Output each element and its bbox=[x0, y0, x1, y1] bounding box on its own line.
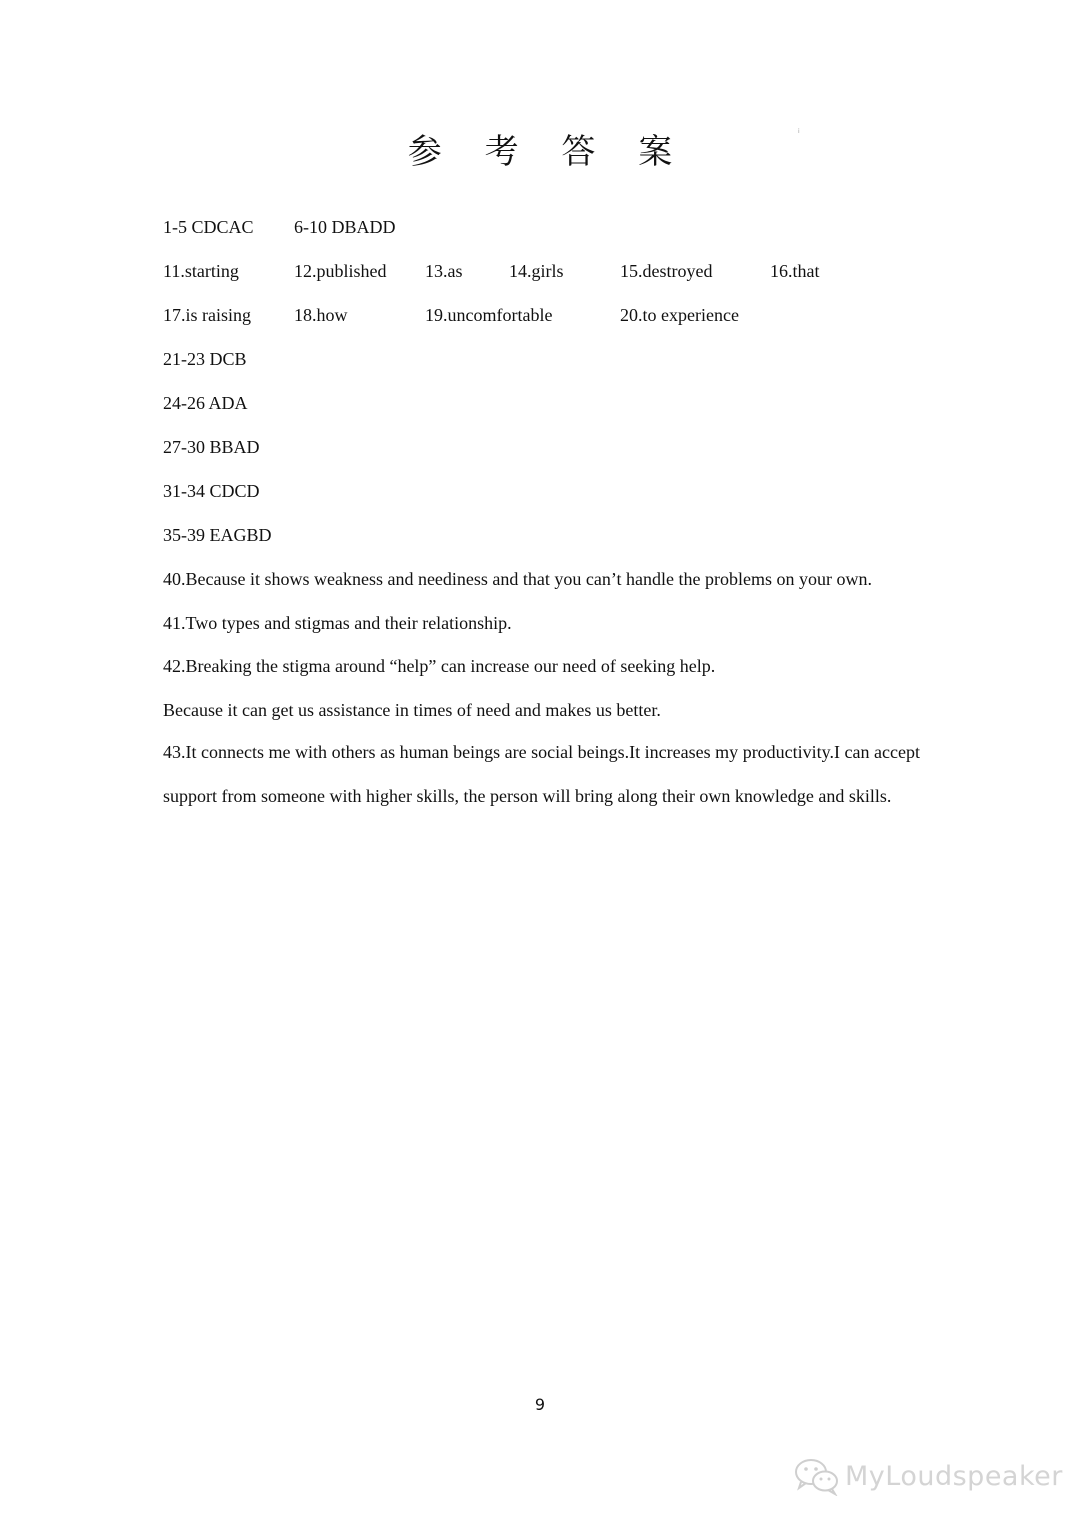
answer-35-39: 35-39 EAGBD bbox=[163, 525, 272, 545]
answer-row-11-16 bbox=[163, 259, 923, 283]
answer-42: 42.Breaking the stigma around “help” can increase our need of seeking help. bbox=[163, 656, 716, 676]
answer-13: 13.as bbox=[425, 261, 463, 281]
watermark-text: MyLoudspeaker bbox=[845, 1460, 1063, 1492]
answer-11: 11.starting bbox=[163, 261, 239, 281]
answer-41: 41.Two types and stigmas and their relationship. bbox=[163, 613, 512, 633]
answer-43: 43.It connects me with others as human beings are social beings.It increases my productivity.I can accept support from someone with higher skills, the person will bring along their own knowledge and skills. bbox=[163, 742, 920, 806]
answer-18: 18.how bbox=[294, 305, 348, 325]
answer-20: 20.to experience bbox=[620, 305, 739, 325]
answer-1-5: 1-5 CDCAC bbox=[163, 217, 254, 237]
answer-16: 16.that bbox=[770, 261, 820, 281]
answer-12: 12.published bbox=[294, 261, 387, 281]
answer-42-continued: Because it can get us assistance in times of need and makes us better. bbox=[163, 700, 661, 720]
answer-6-10: 6-10 DBADD bbox=[294, 217, 396, 237]
answer-21-23: 21-23 DCB bbox=[163, 349, 247, 369]
page-number: 9 bbox=[534, 1395, 546, 1414]
answer-27-30: 27-30 BBAD bbox=[163, 437, 260, 457]
answer-17: 17.is raising bbox=[163, 305, 251, 325]
answer-24-26: 24-26 ADA bbox=[163, 393, 248, 413]
answer-row-17-20 bbox=[163, 303, 923, 327]
answer-40: 40.Because it shows weakness and neediness and that you can’t handle the problems on your own. bbox=[163, 569, 873, 589]
tiny-mark: i bbox=[798, 128, 800, 135]
answer-31-34: 31-34 CDCD bbox=[163, 481, 260, 501]
answer-14: 14.girls bbox=[509, 261, 564, 281]
page-title: 参 考 答 案 bbox=[407, 132, 689, 172]
answer-row-1-10 bbox=[163, 215, 923, 239]
watermark bbox=[793, 1456, 1063, 1496]
wechat-icon bbox=[793, 1456, 841, 1496]
answer-15: 15.destroyed bbox=[620, 261, 713, 281]
answer-19: 19.uncomfortable bbox=[425, 305, 553, 325]
